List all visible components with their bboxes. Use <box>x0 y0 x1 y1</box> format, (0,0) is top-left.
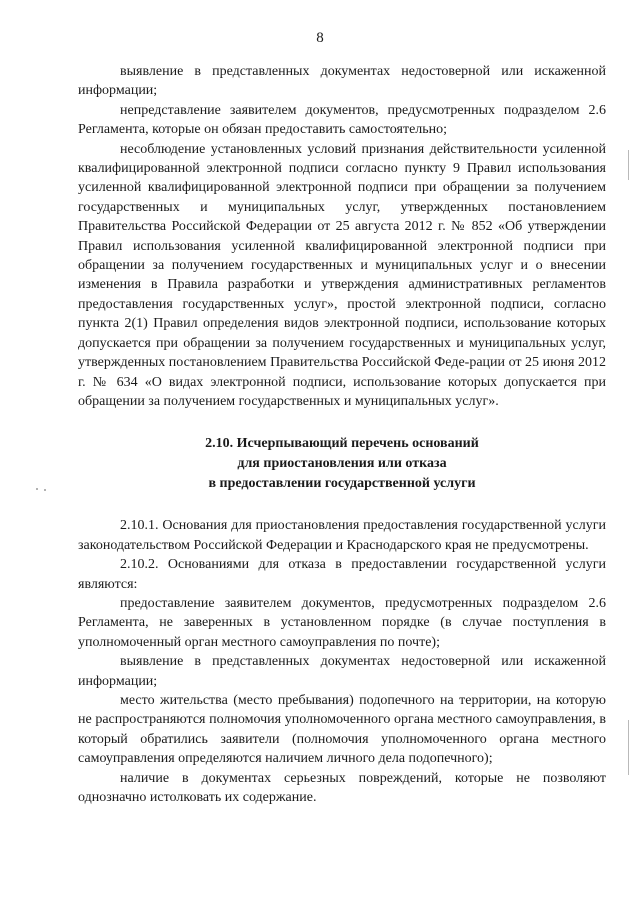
scan-artifact <box>36 488 38 490</box>
paragraph: место жительства (место пребывания) подопечного на территории, на которую не распространяются полномочия уполномоченного органа местного самоуправления, в который обратились заявители (полномочия уполномоченного органа местного самоуправления определяются наличием личного дела подопечного); <box>78 692 606 767</box>
paragraph: 2.10.1. Основания для приостановления предоставления государственной услуги законодательством Российской Федерации и Краснодарского края не предусмотрены. <box>78 518 606 553</box>
paragraph: непредставление заявителем документов, предусмотренных подразделом 2.6 Регламента, которые он обязан предоставить самостоятельно; <box>78 102 606 138</box>
heading-line: для приостановления или отказа <box>237 456 447 472</box>
section-heading <box>78 434 606 494</box>
paragraph: выявление в представленных документах недостоверной или искаженной информации; <box>78 64 606 99</box>
scan-artifact <box>628 150 629 180</box>
heading-line: 2.10. Исчерпывающий перечень оснований <box>205 436 479 452</box>
paragraph: несоблюдение установленных условий признания действительности усиленной квалифицированной электронной подписи согласно пункту 9 Правил использования усиленной квалифицированной электронной подписи при обращении за получением государственных и муниципальных услуг, утвержденных постановлением Правительства Российской Федерации от 25 августа 2012 г. № 852 «Об утверждении Правил использования усиленной квалифицированной электронной подписи при обращении за получением государственных и муниципальных услуг и о внесении изменения в Правила разработки и утверждения административных регламентов предоставления государственных услуг», простой электронной подписи, согласно пункта 2(1) Правил определения видов электронной подписи, использование которых допускается при обращении за получением государственных и муниципальных услуг, утвержденных постановлением Правительства Российской Феде-рации от 25 июня 2012 г. № 634 «О видах электронной подписи, использование которых допускается при обращении за получением государственных и муниципальных услуг». <box>78 141 606 409</box>
page-number: 8 <box>316 30 324 46</box>
paragraph: предоставление заявителем документов, предусмотренных подразделом 2.6 Регламента, не заверенных в установленном порядке (в случае поступления в уполномоченный орган местного самоуправления по почте); <box>78 595 606 650</box>
heading-line: в предоставлении государственной услуги <box>208 476 476 492</box>
paragraph: наличие в документах серьезных повреждений, которые не позволяют однозначно истолковать их содержание. <box>78 770 606 805</box>
scan-artifact <box>628 720 629 775</box>
document-body <box>78 62 606 807</box>
paragraph: 2.10.2. Основаниями для отказа в предоставлении государственной услуги являются: <box>78 557 606 592</box>
paragraph: выявление в представленных документах недостоверной или искаженной информации; <box>78 654 606 689</box>
scan-artifact <box>44 489 46 491</box>
